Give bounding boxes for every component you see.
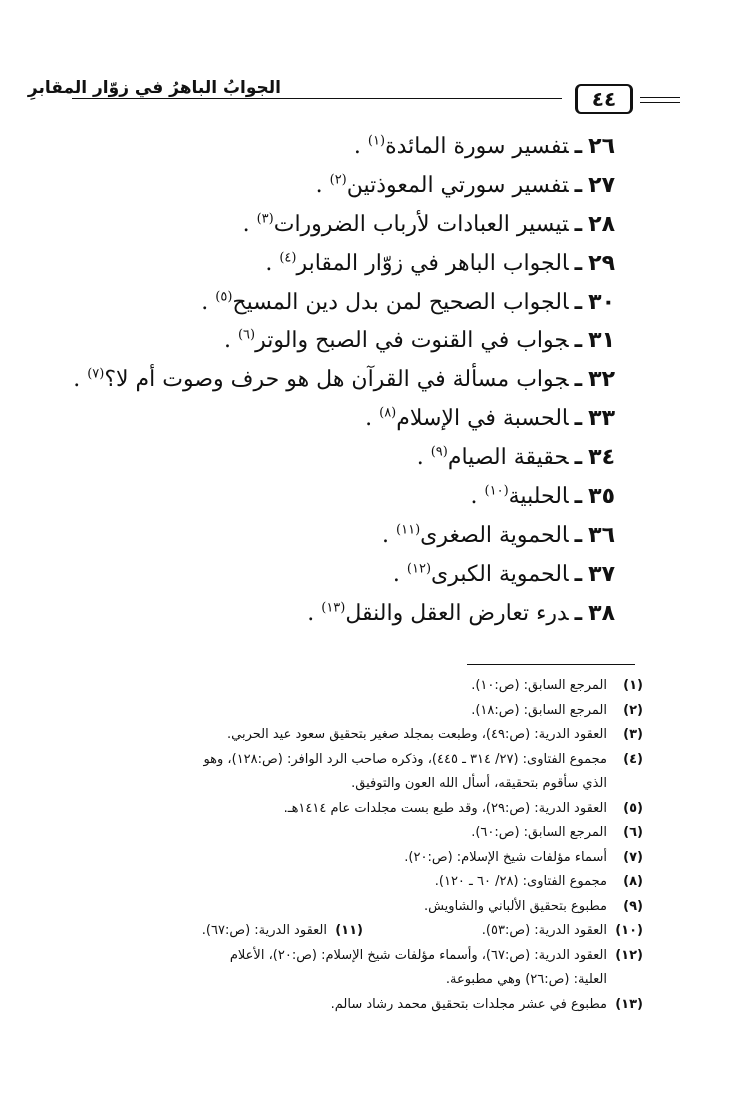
book-title: تيسير العبادات لأرباب الضرورات xyxy=(273,211,569,237)
footnote-number: (٢) xyxy=(623,702,643,718)
item-number: ٢٨ xyxy=(588,211,615,237)
book-item: ٣٨ـدرء تعارض العقل والنقل$^{(١٣)}$ . xyxy=(307,600,615,626)
book-item: ٢٧ـتفسير سورتي المعوذتين$^{(٢)}$ . xyxy=(315,172,615,198)
footnote-text: العقود الدرية: (ص:٦٧)، وأسماء مؤلفات شيخ الإسلام: (ص:٢٠)، الأعلام xyxy=(229,947,607,963)
book-item: ٣٥ـالحلبية$^{(١٠)}$ . xyxy=(470,483,615,510)
footnote-continuation: الذي سأقوم بتحقيقه، أسأل الله العون والتوفيق. xyxy=(351,776,607,791)
footnote-ref: (٤) xyxy=(279,250,297,266)
footnote-ref: (٧) xyxy=(87,367,105,383)
footnote xyxy=(83,674,643,699)
book-title: الجواب الصحيح لمن بدل دين المسيح xyxy=(232,289,569,315)
item-number: ٣٧ xyxy=(588,561,615,587)
footnote-ref: (٣) xyxy=(256,211,274,227)
item-dash: ـ xyxy=(574,561,583,587)
footnote-text: العقود الدرية: (ص:٦٧). xyxy=(201,923,327,938)
header-rule xyxy=(72,98,562,99)
book-title: درء تعارض العقل والنقل xyxy=(345,600,569,626)
footnote-number: (١٢) xyxy=(615,947,643,963)
item-number: ٣٦ xyxy=(588,522,615,548)
footnote xyxy=(83,895,643,920)
book-title: الحموية الكبرى xyxy=(431,561,569,587)
running-title: الجوابُ الباهرُ في زوّار المقابرِ xyxy=(27,78,281,98)
book-title: الجواب الباهر في زوّار المقابر xyxy=(296,250,569,276)
book-title: الحلبية xyxy=(508,484,569,510)
footnote-ref: (٥) xyxy=(215,289,233,305)
footnote-pair xyxy=(83,919,643,944)
footnote xyxy=(363,919,643,944)
page-number xyxy=(575,84,633,114)
page-number-text: ٤٤ xyxy=(591,87,617,111)
footnote-number: (٤) xyxy=(623,751,643,767)
item-dash: ـ xyxy=(574,445,583,471)
footnote xyxy=(83,797,643,822)
footnote-ref: (٩) xyxy=(430,444,448,460)
book-title: تفسير سورة المائدة xyxy=(385,134,569,159)
footnote-ref: (١٠) xyxy=(484,483,509,499)
book-item: ٣٠ـالجواب الصحيح لمن بدل دين المسيح$^{(٥)}$ . xyxy=(201,289,615,315)
footnote xyxy=(83,846,643,871)
item-number: ٢٧ xyxy=(588,172,615,198)
footnote-ref: (١١) xyxy=(396,522,421,538)
item-number: ٢٦ xyxy=(588,134,615,159)
item-dash: ـ xyxy=(574,134,583,159)
item-number: ٢٩ xyxy=(588,250,615,276)
footnote-number: (٧) xyxy=(623,849,643,865)
item-dash: ـ xyxy=(574,484,583,510)
item-number: ٣٨ xyxy=(588,600,615,626)
footnote-number: (١) xyxy=(623,678,643,693)
footnote-text: مجموع الفتاوى: (٢٨/ ٦٠ ـ ١٢٠). xyxy=(434,874,607,889)
header-ornament-line xyxy=(640,102,680,103)
book-title: تفسير سورتي المعوذتين xyxy=(346,172,569,198)
footnote-text: مطبوع في عشر مجلدات بتحقيق محمد رشاد سالم. xyxy=(330,996,607,1012)
footnote-separator xyxy=(467,664,635,665)
footnote-text: أسماء مؤلفات شيخ الإسلام: (ص:٢٠). xyxy=(404,849,607,865)
footnote-ref: (١) xyxy=(367,133,386,149)
item-dash: ـ xyxy=(574,600,583,626)
footnote xyxy=(83,748,643,773)
book-item: ٣٢ـجواب مسألة في القرآن هل هو حرف وصوت أم لا؟$^{(٧)}$ . xyxy=(73,367,615,393)
footnote-number: (٩) xyxy=(623,898,643,914)
footnote-number: (٦) xyxy=(623,825,643,840)
footnote-text: مطبوع بتحقيق الألباني والشاويش. xyxy=(423,898,607,914)
item-dash: ـ xyxy=(574,406,583,432)
item-dash: ـ xyxy=(574,328,583,354)
header-ornament-line xyxy=(640,97,680,98)
book-item: ٣٦ـالحموية الصغرى$^{(١١)}$ . xyxy=(382,522,615,548)
footnote-text: المرجع السابق: (ص:١٠). xyxy=(471,678,607,693)
footnotes xyxy=(83,674,643,1017)
book-title: حقيقة الصيام xyxy=(447,445,569,471)
book-item: ٣٧ـالحموية الكبرى$^{(١٢)}$ . xyxy=(392,561,615,587)
footnote-number: (١١) xyxy=(335,923,363,938)
footnote xyxy=(83,993,643,1018)
book-item: ٣١ـجواب في القنوت في الصبح والوتر$^{(٦)}$ . xyxy=(223,328,615,354)
footnote-text: العقود الدرية: (ص:٥٣). xyxy=(481,923,607,938)
footnote-text: المرجع السابق: (ص:١٨). xyxy=(471,702,607,718)
footnote-ref: (١٢) xyxy=(406,561,432,577)
item-dash: ـ xyxy=(574,172,583,198)
item-dash: ـ xyxy=(574,211,583,237)
footnote-ref: (٢) xyxy=(329,172,347,188)
footnote-ref: (٨) xyxy=(379,405,397,421)
item-dash: ـ xyxy=(574,250,583,276)
footnote-number: (١٠) xyxy=(615,923,643,938)
book-item: ٢٦ـتفسير سورة المائدة$^{(١)}$ . xyxy=(353,133,615,159)
footnote-text: مجموع الفتاوى: (٢٧/ ٣١٤ ـ ٤٤٥)، وذكره صاحب الرد الوافر: (ص:١٢٨)، وهو xyxy=(203,751,607,767)
footnote xyxy=(83,699,643,724)
footnote-number: (٣) xyxy=(623,727,643,742)
book-item: ٣٣ـالحسبة في الإسلام$^{(٨)}$ . xyxy=(365,405,615,432)
footnote-number: (٥) xyxy=(623,800,643,816)
item-dash: ـ xyxy=(574,367,583,393)
item-dash: ـ xyxy=(574,289,583,315)
item-dash: ـ xyxy=(574,522,583,548)
book-title: جواب مسألة في القرآن هل هو حرف وصوت أم لا؟ xyxy=(104,367,569,393)
footnote-text: العقود الدرية: (ص:٢٩)، وقد طبع بست مجلدات عام ١٤١٤هـ. xyxy=(283,800,607,816)
footnote-number: (١٣) xyxy=(615,996,643,1012)
book-list xyxy=(35,128,615,634)
book-item: ٢٩ـالجواب الباهر في زوّار المقابر$^{(٤)}$ . xyxy=(265,250,615,276)
item-number: ٣١ xyxy=(588,328,615,354)
footnote-text: المرجع السابق: (ص:٦٠). xyxy=(471,825,607,840)
item-number: ٣٤ xyxy=(588,445,615,471)
book-title: جواب في القنوت في الصبح والوتر xyxy=(255,328,569,354)
footnote xyxy=(83,944,643,969)
book-title: الحموية الصغرى xyxy=(420,522,569,548)
footnote xyxy=(83,919,363,944)
item-number: ٣٢ xyxy=(588,367,615,393)
book-item: ٢٨ـتيسير العبادات لأرباب الضرورات$^{(٣)}$ . xyxy=(242,211,615,237)
footnote-number: (٨) xyxy=(623,874,643,889)
item-number: ٣٠ xyxy=(588,289,615,315)
footnote xyxy=(83,723,643,748)
book-item: ٣٤ـحقيقة الصيام$^{(٩)}$ . xyxy=(416,444,615,471)
footnote-ref: (١٣) xyxy=(321,600,346,616)
book-title: الحسبة في الإسلام xyxy=(396,406,569,432)
item-number: ٣٣ xyxy=(588,406,615,432)
footnote-ref: (٦) xyxy=(237,328,256,344)
item-number: ٣٥ xyxy=(588,484,615,510)
footnote xyxy=(83,821,643,846)
footnote-continuation: العلية: (ص:٢٦) وهي مطبوعة. xyxy=(445,972,607,987)
footnote xyxy=(83,870,643,895)
footnote-text: العقود الدرية: (ص:٤٩)، وطبعت بمجلد صغير بتحقيق سعود عيد الحربي. xyxy=(227,727,607,742)
